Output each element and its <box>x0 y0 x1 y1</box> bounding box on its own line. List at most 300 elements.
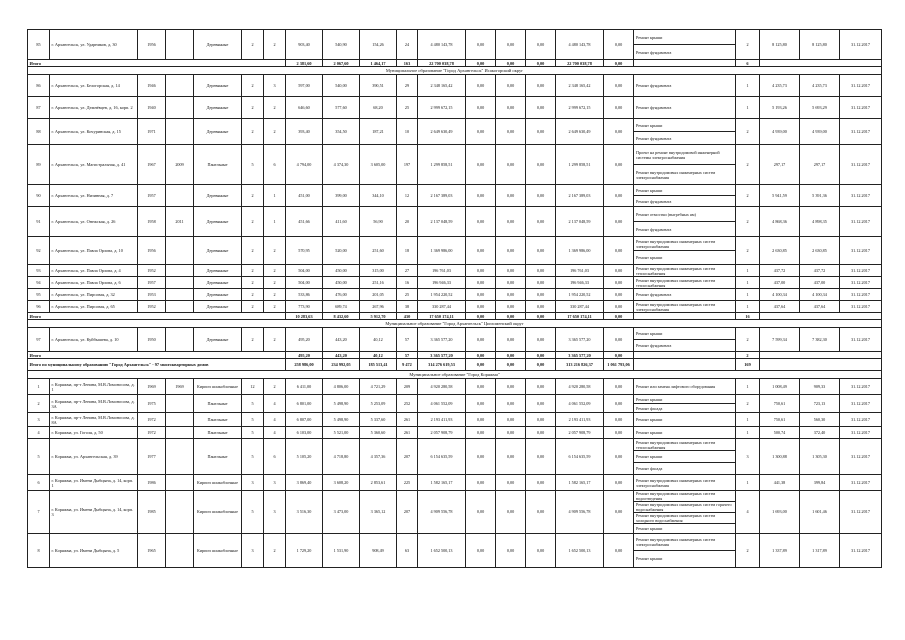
deadline-date: 31.12.2017 <box>840 301 882 313</box>
cell-ppl: 252 <box>397 395 418 413</box>
cell-apt: 450,00 <box>323 265 360 277</box>
repair-work: Ремонт внутридомовых инженерных систем электроснабжения <box>634 533 736 550</box>
cell-y1: 1952 <box>138 265 166 277</box>
cell-res: 5 360,60 <box>360 427 397 439</box>
cell-area: 3 516,30 <box>286 491 323 534</box>
municipality-title: Муниципальное образование "Город Архангельск" Исакогорский округ <box>28 67 882 75</box>
limit-cost: 723,13 <box>800 395 840 413</box>
cell-d: 0,00 <box>604 439 634 475</box>
repair-work: Ремонт отмостки (выгребных ям) <box>634 207 736 222</box>
total-res: 1 464,17 <box>360 60 397 67</box>
total-works-count: 16 <box>736 313 760 320</box>
cell-area: 5 105,20 <box>286 439 323 475</box>
unit-cost: 4 100,34 <box>760 289 800 301</box>
cell-y2 <box>166 237 194 265</box>
unit-cost: 1 693,00 <box>760 491 800 534</box>
total-row <box>28 313 882 320</box>
works-count: 1 <box>736 475 760 491</box>
total-b: 0,00 <box>496 359 526 371</box>
cell-apt: 540,90 <box>323 30 360 60</box>
cell-c: 0,00 <box>526 185 556 207</box>
cell-apt: 450,00 <box>323 277 360 289</box>
deadline-date: 31.12.2017 <box>840 439 882 475</box>
repair-work: Ремонт фундамента <box>634 132 736 145</box>
total-works-blank <box>634 352 736 359</box>
table-row <box>28 491 882 502</box>
cell-d: 0,00 <box>604 185 634 207</box>
cell-res: 201,05 <box>360 289 397 301</box>
cell-apt: 354,50 <box>323 119 360 145</box>
works-count: 2 <box>736 207 760 237</box>
cell-d: 0,00 <box>604 301 634 313</box>
deadline-date: 31.12.2017 <box>840 237 882 265</box>
repair-work: Ремонт крыши <box>634 427 736 439</box>
cell-y1: 1957 <box>138 277 166 289</box>
cell-a: 0,00 <box>466 145 496 185</box>
cell-cost: 2 167 389,03 <box>418 185 466 207</box>
deadline-date: 31.12.2017 <box>840 491 882 534</box>
unit-cost: 4 868,36 <box>760 207 800 237</box>
unit-cost: 1 008,49 <box>760 379 800 395</box>
cell-fl: 2 <box>242 265 264 277</box>
cell-apt: 4 718,80 <box>323 439 360 475</box>
total-ppl: 430 <box>397 313 418 320</box>
cell-mat: Деревянные <box>194 289 242 301</box>
limit-cost: 909,33 <box>800 379 840 395</box>
total-ppl: 9 472 <box>397 359 418 371</box>
municipality-header <box>28 67 882 75</box>
works-count: 1 <box>736 97 760 119</box>
total-a: 0,00 <box>466 60 496 67</box>
repair-work: Ремонт крыши <box>634 395 736 404</box>
repair-work: Ремонт или замена лифтового оборудования <box>634 379 736 395</box>
cell-a: 0,00 <box>466 427 496 439</box>
cell-b: 0,00 <box>496 145 526 185</box>
cell-c: 0,00 <box>526 475 556 491</box>
cell-res: 315,00 <box>360 265 397 277</box>
table-row <box>28 328 882 340</box>
cell-en: 4 <box>264 413 286 427</box>
cell-a: 0,00 <box>466 439 496 475</box>
cell-mat: Панельные <box>194 413 242 427</box>
cell-a: 0,00 <box>466 30 496 60</box>
cell-ppl: 25 <box>397 289 418 301</box>
cell-c: 0,00 <box>526 97 556 119</box>
works-count: 4 <box>736 491 760 534</box>
total-d: 1 061 793,06 <box>604 359 634 371</box>
cell-en: 2 <box>264 328 286 352</box>
works-count: 1 <box>736 289 760 301</box>
total-fund: 17 650 174,11 <box>556 313 604 320</box>
row-number: 2 <box>28 395 50 413</box>
unit-cost: 5 941,59 <box>760 185 800 207</box>
cell-fund: 2 193 411,93 <box>556 413 604 427</box>
cell-a: 0,00 <box>466 119 496 145</box>
cell-cost: 2 057 908,79 <box>418 427 466 439</box>
cell-res: 68,20 <box>360 97 397 119</box>
repair-work: Ремонт внутридомовых инженерных систем электроснабжения <box>634 301 736 313</box>
cell-fund: 1 369 986,00 <box>556 237 604 265</box>
cell-area: 1 729,20 <box>286 533 323 567</box>
cell-b: 0,00 <box>496 395 526 413</box>
cell-fl: 2 <box>242 75 264 97</box>
works-count: 2 <box>736 119 760 145</box>
cell-en: 6 <box>264 439 286 475</box>
cell-ppl: 197 <box>397 145 418 185</box>
cell-mat: Деревянные <box>194 328 242 352</box>
cell-c: 0,00 <box>526 301 556 313</box>
total-blank <box>760 60 882 67</box>
repair-work: Ремонт внутридомовых инженерных систем теплоснабжения <box>634 277 736 289</box>
cell-cost: 6 154 635,59 <box>418 439 466 475</box>
cell-y1: 1950 <box>138 328 166 352</box>
limit-cost: 8 125,80 <box>800 30 840 60</box>
cell-en: 6 <box>264 145 286 185</box>
cell-area: 4 794,00 <box>286 145 323 185</box>
cell-apt: 3 608,20 <box>323 475 360 491</box>
total-b: 0,00 <box>496 352 526 359</box>
cell-c: 0,00 <box>526 491 556 534</box>
total-a: 0,00 <box>466 359 496 371</box>
table-row <box>28 265 882 277</box>
total-area: 10 283,63 <box>286 313 323 320</box>
works-count: 1 <box>736 413 760 427</box>
cell-fl: 5 <box>242 439 264 475</box>
cell-fl: 2 <box>242 328 264 352</box>
cell-fund: 6 154 635,59 <box>556 439 604 475</box>
total-res: 185 513,41 <box>360 359 397 371</box>
cell-fl: 2 <box>242 97 264 119</box>
cell-en: 2 <box>264 265 286 277</box>
total-apt: 8 432,60 <box>323 313 360 320</box>
cell-d: 0,00 <box>604 97 634 119</box>
total-works-blank <box>634 313 736 320</box>
cell-b: 0,00 <box>496 237 526 265</box>
cell-b: 0,00 <box>496 185 526 207</box>
cell-ppl: 25 <box>397 97 418 119</box>
cell-res: 4 721,29 <box>360 379 397 395</box>
cell-en: 3 <box>264 475 286 491</box>
house-address: г. Архангельск, ул. Магистральная, д. 41 <box>50 145 138 185</box>
limit-cost: 297,17 <box>800 145 840 185</box>
cell-fl: 5 <box>242 427 264 439</box>
cell-apt: 5 498,90 <box>323 413 360 427</box>
cell-apt: 4 806,00 <box>323 379 360 395</box>
works-count: 1 <box>736 427 760 439</box>
cell-fund: 4 920 280,58 <box>556 379 604 395</box>
cell-ppl: 57 <box>397 328 418 352</box>
deadline-date: 31.12.2017 <box>840 475 882 491</box>
house-address: г. Коряжма, пр-т Ленина, М.В.Ломоносова, д. 3А <box>50 395 138 413</box>
cell-area: 6 411,00 <box>286 379 323 395</box>
cell-fl: 5 <box>242 145 264 185</box>
deadline-date: 31.12.2017 <box>840 379 882 395</box>
repair-work: Ремонт внутридомовых инженерных систем горячего водоснабжения <box>634 502 736 513</box>
total-fund: 313 216 826,37 <box>556 359 604 371</box>
cell-cost: 1 582 165,17 <box>418 475 466 491</box>
cell-area: 570,95 <box>286 237 323 265</box>
cell-y2 <box>166 328 194 352</box>
total-fund: 22 700 038,78 <box>556 60 604 67</box>
limit-cost: 437,00 <box>800 277 840 289</box>
cell-fund: 2 057 908,79 <box>556 427 604 439</box>
cell-fund: 2 999 672,15 <box>556 97 604 119</box>
cell-a: 0,00 <box>466 491 496 534</box>
cell-c: 0,00 <box>526 379 556 395</box>
works-count: 2 <box>736 395 760 413</box>
cell-ppl: 12 <box>397 185 418 207</box>
repair-work: Ремонт фасада <box>634 404 736 413</box>
cell-en: 2 <box>264 533 286 567</box>
total-fund: 3 365 577,20 <box>556 352 604 359</box>
unit-cost: 1 300,88 <box>760 439 800 475</box>
cell-d: 0,00 <box>604 30 634 60</box>
cell-fl: 5 <box>242 395 264 413</box>
table-row <box>28 237 882 251</box>
cell-res: 40,12 <box>360 328 397 352</box>
row-number: 92 <box>28 237 50 265</box>
cell-mat: Деревянные <box>194 207 242 237</box>
cell-res: 267,96 <box>360 301 397 313</box>
cell-mat: Кирпич шлакоблочные <box>194 379 242 395</box>
cell-ppl: 207 <box>397 491 418 534</box>
cell-area: 6 801,00 <box>286 395 323 413</box>
cell-fl: 2 <box>242 277 264 289</box>
repair-work: Ремонт фундамента <box>634 222 736 237</box>
cell-en: 2 <box>264 237 286 265</box>
repair-work: Ремонт фундамента <box>634 289 736 301</box>
table-row <box>28 439 882 451</box>
cell-y2: 2009 <box>166 145 194 185</box>
cell-y1: 1940 <box>138 97 166 119</box>
cell-d: 0,00 <box>604 265 634 277</box>
cell-apt: 577,60 <box>323 97 360 119</box>
total-c: 0,00 <box>526 352 556 359</box>
works-count: 1 <box>736 75 760 97</box>
cell-cost: 330 287,44 <box>418 301 466 313</box>
deadline-date: 31.12.2017 <box>840 395 882 413</box>
cell-a: 0,00 <box>466 475 496 491</box>
cell-fund: 196 761,03 <box>556 265 604 277</box>
cell-y1: 1965 <box>138 533 166 567</box>
cell-c: 0,00 <box>526 237 556 265</box>
cell-b: 0,00 <box>496 265 526 277</box>
row-number: 91 <box>28 207 50 237</box>
cell-en: 2 <box>264 97 286 119</box>
cell-a: 0,00 <box>466 395 496 413</box>
cell-cost: 1 954 220,52 <box>418 289 466 301</box>
total-area: 2 381,60 <box>286 60 323 67</box>
table-row <box>28 30 882 45</box>
limit-cost: 1 305,30 <box>800 439 840 475</box>
cell-cost: 196 761,03 <box>418 265 466 277</box>
cell-y2: 1969 <box>166 379 194 395</box>
total-works-count: 2 <box>736 352 760 359</box>
cell-area: 504,00 <box>286 277 323 289</box>
cell-ppl: 20 <box>397 207 418 237</box>
cell-en: 3 <box>264 491 286 534</box>
works-count: 2 <box>736 145 760 185</box>
deadline-date: 31.12.2017 <box>840 413 882 427</box>
unit-cost: 2 630,85 <box>760 237 800 265</box>
unit-cost: 750,61 <box>760 413 800 427</box>
cell-b: 0,00 <box>496 119 526 145</box>
register-body <box>28 30 882 568</box>
row-number: 3 <box>28 413 50 427</box>
repair-work: Ремонт внутридомовых инженерных систем электроснабжения <box>634 475 736 491</box>
cell-d: 0,00 <box>604 328 634 352</box>
limit-cost: 4 100,34 <box>800 289 840 301</box>
cell-ppl: 16 <box>397 277 418 289</box>
cell-ppl: 38 <box>397 301 418 313</box>
row-number: 93 <box>28 265 50 277</box>
municipality-header <box>28 371 882 379</box>
cell-cost: 1 369 986,00 <box>418 237 466 265</box>
cell-y1: 1969 <box>138 379 166 395</box>
row-number: 6 <box>28 475 50 491</box>
cell-c: 0,00 <box>526 328 556 352</box>
house-address: г. Архангельск, ул. Низинная, д. 7 <box>50 185 138 207</box>
limit-cost: 437,72 <box>800 265 840 277</box>
cell-fl: 3 <box>242 475 264 491</box>
cell-a: 0,00 <box>466 75 496 97</box>
house-address: г. Архангельск, ул. Павла Орлова, д. 10 <box>50 237 138 265</box>
table-row <box>28 533 882 550</box>
total-ppl: 163 <box>397 60 418 67</box>
limit-cost: 4 235,73 <box>800 75 840 97</box>
total-a: 0,00 <box>466 352 496 359</box>
cell-mat: Деревянные <box>194 75 242 97</box>
cell-area: 495,20 <box>286 328 323 352</box>
works-count: 1 <box>736 379 760 395</box>
unit-cost: 437,64 <box>760 301 800 313</box>
cell-y2: 2011 <box>166 207 194 237</box>
total-res: 40,12 <box>360 352 397 359</box>
cell-area: 451,66 <box>286 207 323 237</box>
cell-d: 0,00 <box>604 75 634 97</box>
unit-cost: 297,17 <box>760 145 800 185</box>
house-address: г. Коряжма, ул. Имени Дыбцына, д. 5 <box>50 533 138 567</box>
unit-cost: 5 193,26 <box>760 97 800 119</box>
cell-a: 0,00 <box>466 237 496 265</box>
cell-fl: 2 <box>242 237 264 265</box>
cell-b: 0,00 <box>496 491 526 534</box>
cell-ppl: 207 <box>397 439 418 475</box>
cell-apt: 5 521,00 <box>323 427 360 439</box>
works-count: 3 <box>736 439 760 475</box>
cell-y2 <box>166 119 194 145</box>
cell-res: 390,51 <box>360 75 397 97</box>
cell-b: 0,00 <box>496 277 526 289</box>
cell-d: 0,00 <box>604 491 634 534</box>
capital-repair-register-table <box>27 29 882 568</box>
repair-work: Ремонт внутридомовых инженерных систем электроснабжения <box>634 165 736 185</box>
cell-en: 2 <box>264 30 286 60</box>
cell-fund: 2 649 630,49 <box>556 119 604 145</box>
house-address: г. Коряжма, ул. Имени Дыбцына, д. 14, корп. 1 <box>50 475 138 491</box>
cell-c: 0,00 <box>526 289 556 301</box>
cell-fund: 4 061 552,09 <box>556 395 604 413</box>
repair-work: Ремонт крыши <box>634 524 736 534</box>
cell-c: 0,00 <box>526 439 556 475</box>
row-number: 4 <box>28 427 50 439</box>
limit-cost: 399,84 <box>800 475 840 491</box>
repair-work: Ремонт фундамента <box>634 45 736 60</box>
repair-work: Ремонт крыши <box>634 119 736 132</box>
cell-cost: 4 909 556,78 <box>418 491 466 534</box>
cell-b: 0,00 <box>496 533 526 567</box>
total-d: 0,00 <box>604 352 634 359</box>
cell-res: 3 365,12 <box>360 491 397 534</box>
cell-fl: 2 <box>242 185 264 207</box>
cell-apt: 540,00 <box>323 75 360 97</box>
cell-en: 2 <box>264 277 286 289</box>
cell-res: 5 253,09 <box>360 395 397 413</box>
cell-fl: 2 <box>242 301 264 313</box>
cell-ppl: 261 <box>397 427 418 439</box>
cell-d: 0,00 <box>604 237 634 265</box>
cell-y1: 1986 <box>138 475 166 491</box>
cell-fund: 1 582 165,17 <box>556 475 604 491</box>
cell-fund: 4 480 143,78 <box>556 30 604 60</box>
cell-mat: Деревянные <box>194 185 242 207</box>
deadline-date: 31.12.2017 <box>840 277 882 289</box>
cell-area: 6 103,00 <box>286 427 323 439</box>
total-c: 0,00 <box>526 313 556 320</box>
cell-apt: 3 473,00 <box>323 491 360 534</box>
cell-y1: 1953 <box>138 289 166 301</box>
cell-y2 <box>166 491 194 534</box>
cell-mat: Панельные <box>194 145 242 185</box>
cell-res: 908,49 <box>360 533 397 567</box>
unit-cost: 1 337,89 <box>760 533 800 567</box>
cell-y1: 1977 <box>138 439 166 475</box>
cell-cost: 2 649 630,49 <box>418 119 466 145</box>
cell-en: 2 <box>264 301 286 313</box>
cell-b: 0,00 <box>496 427 526 439</box>
cell-apt: 411,60 <box>323 207 360 237</box>
total-apt: 2 067,60 <box>323 60 360 67</box>
works-count: 2 <box>736 328 760 352</box>
cell-area: 903,40 <box>286 30 323 60</box>
cell-a: 0,00 <box>466 97 496 119</box>
cell-res: 4 357,36 <box>360 439 397 475</box>
cell-cost: 196 946,33 <box>418 277 466 289</box>
cell-y2 <box>166 75 194 97</box>
cell-cost: 4 061 552,09 <box>418 395 466 413</box>
cell-c: 0,00 <box>526 30 556 60</box>
cell-fund: 2 167 389,03 <box>556 185 604 207</box>
cell-fl: 2 <box>242 289 264 301</box>
cell-a: 0,00 <box>466 207 496 237</box>
cell-c: 0,00 <box>526 207 556 237</box>
cell-c: 0,00 <box>526 395 556 413</box>
cell-area: 393,40 <box>286 119 323 145</box>
row-number: 7 <box>28 491 50 534</box>
unit-cost: 500,74 <box>760 427 800 439</box>
cell-res: 154,26 <box>360 30 397 60</box>
cell-res: 344,10 <box>360 185 397 207</box>
limit-cost: 4 898,35 <box>800 207 840 237</box>
total-label: Итого <box>28 313 286 320</box>
cell-en: 2 <box>264 379 286 395</box>
cell-b: 0,00 <box>496 413 526 427</box>
cell-fund: 4 909 556,78 <box>556 491 604 534</box>
total-cost: 22 700 038,78 <box>418 60 466 67</box>
works-count: 2 <box>736 533 760 567</box>
limit-cost: 4 939,00 <box>800 119 840 145</box>
cell-y1: 1967 <box>138 145 166 185</box>
